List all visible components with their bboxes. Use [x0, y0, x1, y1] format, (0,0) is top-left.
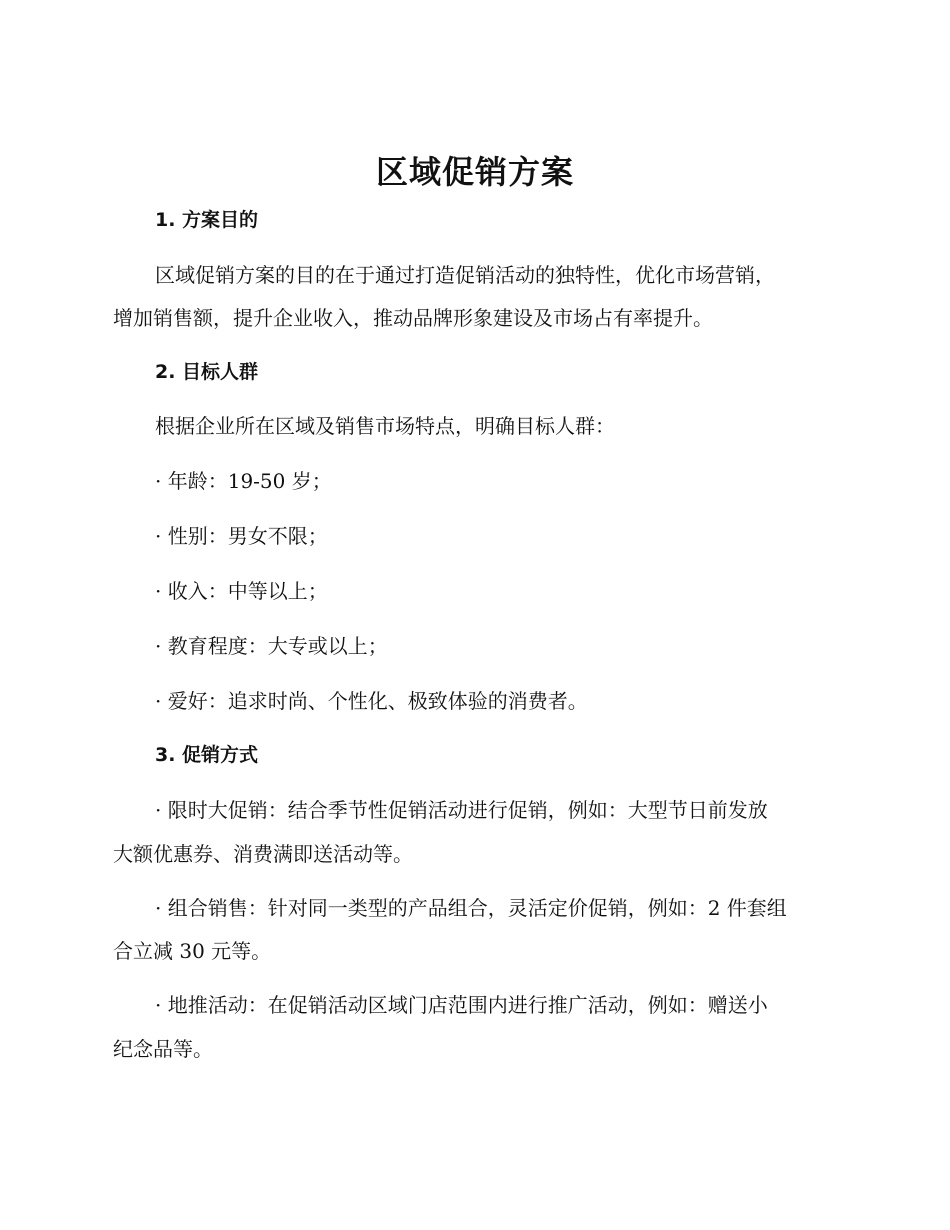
list-item: · 收入：中等以上；	[155, 579, 328, 603]
paragraph-line: 增加销售额，提升企业收入，推动品牌形象建设及市场占有率提升。	[113, 306, 713, 330]
paragraph-line: 根据企业所在区域及销售市场特点，明确目标人群：	[155, 414, 615, 438]
section-heading-purpose: 1. 方案目的	[155, 209, 259, 231]
list-item: 大额优惠券、消费满即送活动等。	[113, 842, 413, 866]
list-item: 纪念品等。	[113, 1037, 213, 1061]
section-heading-promotion-methods: 3. 促销方式	[155, 744, 259, 766]
list-item: · 爱好：追求时尚、个性化、极致体验的消费者。	[155, 689, 588, 713]
list-item: · 地推活动：在促销活动区域门店范围内进行推广活动，例如：赠送小	[155, 993, 768, 1017]
list-item: · 教育程度：大专或以上；	[155, 634, 388, 658]
list-item: · 组合销售：针对同一类型的产品组合，灵活定价促销，例如：2 件套组	[155, 896, 787, 920]
paragraph-line: 区域促销方案的目的在于通过打造促销活动的独特性，优化市场营销，	[155, 263, 775, 287]
section-heading-target-audience: 2. 目标人群	[155, 361, 259, 383]
list-item: 合立减 30 元等。	[113, 939, 272, 963]
list-item: · 限时大促销：结合季节性促销活动进行促销，例如：大型节日前发放	[155, 798, 768, 822]
document-title: 区域促销方案	[375, 153, 574, 191]
list-item: · 年龄：19-50 岁；	[155, 469, 332, 493]
list-item: · 性别：男女不限；	[155, 524, 328, 548]
